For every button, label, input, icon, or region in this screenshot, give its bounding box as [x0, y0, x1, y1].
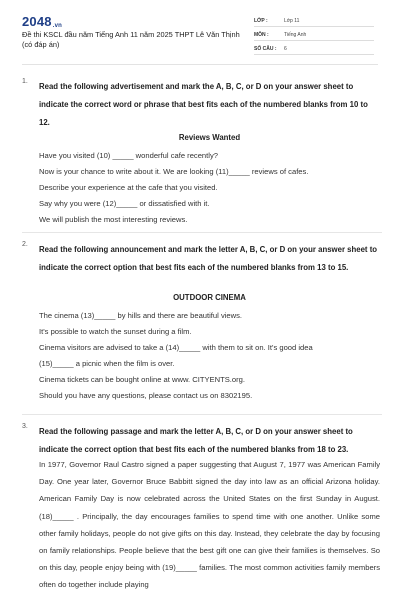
document-title: Đề thi KSCL đầu năm Tiếng Anh 11 năm 2025 THPT Lê Văn Thịnh (có đáp án)	[22, 30, 240, 49]
text-line: The cinema (13)_____ by hills and there are beautiful views.	[39, 311, 243, 320]
header-divider	[22, 64, 378, 65]
question-section-3	[22, 423, 382, 600]
section-instruction: Read the following passage and mark the letter A, B, C, or D on your answer sheet to indicate the correct option that best fits each of the numbered blanks from 18 to 23.	[39, 427, 353, 454]
section-divider	[22, 232, 382, 233]
section-instruction: Read the following advertisement and mark the A, B, C, or D on your answer sheet to indicate the correct word or phrase that best fits each of the numbered blanks from 10 to 12.	[39, 82, 368, 127]
text-line: Now is your chance to write about it. We are looking (11)_____ reviews of cafes.	[39, 167, 309, 176]
passage-paragraph: In 1977, Governor Raul Castro signed a paper suggesting that August 7, 1977 was American Family Day. One year later, Governor Bruce Babbitt signed the day into law as an official Arizona holiday. American Family Day is now celebrated across the United States on the first Sunday in August. (18)_____ . Principally, the day encourages families to spend time with one another. Unlike some other family holidays, people do not give gifts on this day. Instead, they celebrate the day by focusing on family relationships. People believe that the best gift one can give their families is themselves. So on this day, people enjoy being with (19)_____ families. The most common activities family members often do together include playing	[39, 460, 380, 590]
text-line: Cinema visitors are advised to take a (14)_____ with them to sit on. It's good idea	[39, 343, 313, 352]
meta-class-value: Lớp 11	[284, 18, 300, 24]
text-line: It's possible to watch the sunset during a film.	[39, 327, 192, 336]
text-line: Should you have any questions, please contact us on 8302195.	[39, 391, 253, 400]
meta-subject-value: Tiếng Anh	[284, 32, 307, 38]
meta-count-value: 6	[284, 46, 287, 52]
logo-tld: .vn	[52, 23, 63, 29]
text-line: We will publish the most interesting reviews.	[39, 215, 188, 224]
logo-main: 2048	[22, 14, 52, 29]
question-section-2	[22, 241, 382, 411]
section-number: 1.	[22, 78, 28, 85]
text-line: Describe your experience at the cafe that you visited.	[39, 183, 218, 192]
meta-subject-label: MÔN :	[254, 32, 269, 38]
meta-divider	[254, 54, 374, 55]
question-section-1	[22, 78, 382, 228]
meta-class-label: LỚP :	[254, 18, 268, 24]
text-line: Say why you were (12)_____ or dissatisfied with it.	[39, 199, 210, 208]
text-line: Have you visited (10) _____ wonderful cafe recently?	[39, 151, 218, 160]
section-number: 3.	[22, 423, 28, 430]
meta-divider	[254, 26, 374, 27]
section-heading: OUTDOOR CINEMA	[173, 293, 246, 302]
section-heading: Reviews Wanted	[178, 133, 241, 142]
text-line: Cinema tickets can be bought online at www. CITYENTS.org.	[39, 375, 245, 384]
section-number: 2.	[22, 241, 28, 248]
site-logo[interactable]	[22, 14, 62, 29]
document-header	[0, 0, 400, 60]
section-instruction: Read the following announcement and mark the letter A, B, C, or D on your answer sheet to indicate the correct option that best fits each of the numbered blanks from 13 to 15.	[39, 245, 378, 272]
text-line: (15)_____ a picnic when the film is over.	[39, 359, 175, 368]
meta-count-label: SỐ CÂU :	[254, 46, 277, 52]
section-divider	[22, 414, 382, 415]
meta-divider	[254, 40, 374, 41]
